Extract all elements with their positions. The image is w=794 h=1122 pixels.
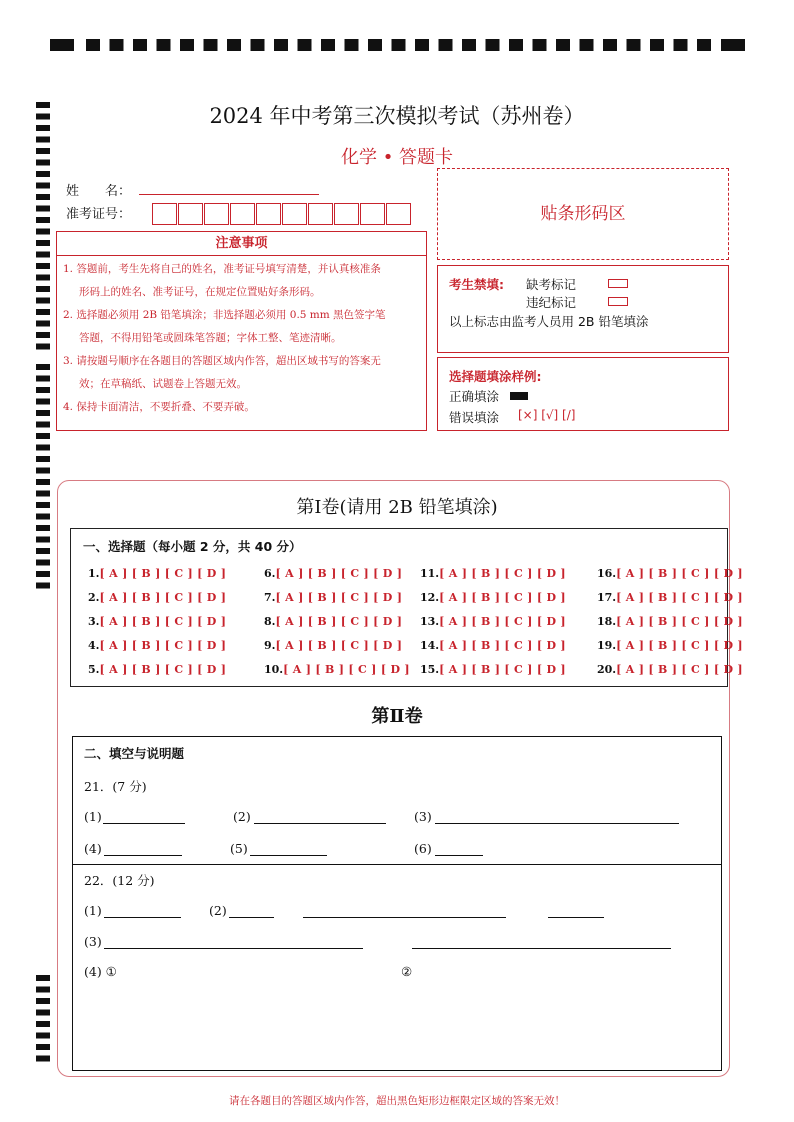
- timing-mark: [36, 309, 50, 315]
- mcq-number: 7.: [264, 591, 276, 604]
- q22-blank-2c[interactable]: [548, 917, 604, 918]
- timing-mark: [204, 39, 218, 51]
- name-field[interactable]: [139, 194, 319, 195]
- absent-mark-box[interactable]: [608, 279, 628, 288]
- timing-mark: [36, 571, 50, 577]
- timing-mark: [36, 1044, 50, 1050]
- part1-title: 第Ⅰ卷(请用 2B 铅笔填涂): [296, 497, 498, 518]
- timing-mark: [36, 987, 50, 993]
- q21-blank-2-label: (2): [233, 809, 251, 824]
- timing-mark: [36, 433, 50, 439]
- timing-mark: [36, 344, 50, 350]
- timing-mark: [321, 39, 335, 51]
- mcq-question[interactable]: [88, 591, 226, 604]
- mcq-number: 6.: [264, 567, 276, 580]
- mcq-options[interactable]: [ A ] [ B ] [ C ] [ D ]: [616, 639, 743, 652]
- notice-item-3b: 效；在草稿纸、试题卷上答题无效。: [79, 378, 247, 390]
- timing-mark: [36, 1056, 50, 1062]
- q22-label: 22．(12 分): [84, 873, 155, 888]
- q22-blank-3-label: (3): [84, 934, 102, 949]
- mcq-number: 4.: [88, 639, 100, 652]
- timing-mark: [36, 206, 50, 212]
- id-digit-box[interactable]: [230, 203, 255, 225]
- timing-mark: [36, 445, 50, 451]
- timing-mark: [36, 275, 50, 281]
- mcq-number: 17.: [597, 591, 617, 604]
- timing-mark: [36, 422, 50, 428]
- timing-mark: [36, 298, 50, 304]
- id-digit-box[interactable]: [204, 203, 229, 225]
- notice-item-4: 4. 保持卡面清洁，不要折叠、不要弄破。: [63, 401, 255, 413]
- mcq-options[interactable]: [ A ] [ B ] [ C ] [ D ]: [99, 615, 227, 628]
- mcq-question[interactable]: [420, 663, 566, 676]
- notice-item-1: 1. 答题前，考生先将自己的姓名，准考证号填写清楚，并认真核准条: [63, 263, 381, 275]
- mcq-options[interactable]: [ A ] [ B ] [ C ] [ D ]: [99, 663, 227, 676]
- timing-mark: [110, 39, 124, 51]
- mcq-number: 5.: [88, 663, 100, 676]
- timing-mark: [345, 39, 359, 51]
- mcq-options[interactable]: [ A ] [ B ] [ C ] [ D ]: [439, 615, 566, 628]
- mcq-question[interactable]: [88, 663, 226, 676]
- timing-mark: [36, 217, 50, 223]
- mcq-number: 13.: [420, 615, 440, 628]
- q21-blank-3-label: (3): [414, 809, 432, 824]
- violation-mark-box[interactable]: [608, 297, 628, 306]
- timing-mark: [462, 39, 476, 51]
- mcq-question[interactable]: [88, 639, 226, 652]
- notice-item-1b: 形码上的姓名、准考证号，在规定位置贴好条形码。: [79, 286, 321, 298]
- q21-blank-2[interactable]: [254, 823, 386, 824]
- id-digit-box[interactable]: [386, 203, 411, 225]
- timing-mark: [36, 1033, 50, 1039]
- timing-mark: [36, 548, 50, 554]
- mcq-number: 15.: [420, 663, 440, 676]
- mcq-options[interactable]: [ A ] [ B ] [ C ] [ D ]: [99, 639, 227, 652]
- timing-mark: [36, 263, 50, 269]
- timing-mark: [36, 252, 50, 258]
- timing-mark: [157, 39, 171, 51]
- mcq-options[interactable]: [ A ] [ B ] [ C ] [ D ]: [275, 567, 403, 580]
- timing-mark: [36, 321, 50, 327]
- mcq-options[interactable]: [ A ] [ B ] [ C ] [ D ]: [99, 591, 227, 604]
- id-label: 准考证号：: [66, 207, 132, 222]
- q21-blank-5[interactable]: [250, 855, 327, 856]
- mcq-options[interactable]: [ A ] [ B ] [ C ] [ D ]: [439, 567, 566, 580]
- correct-fill-label: 正确填涂: [449, 389, 500, 404]
- mcq-number: 3.: [88, 615, 100, 628]
- timing-mark: [36, 525, 50, 531]
- timing-mark: [415, 39, 429, 51]
- mcq-number: 10.: [264, 663, 284, 676]
- notice-item-2b: 答题，不得用铅笔或圆珠笔答题；字体工整、笔迹清晰。: [79, 332, 342, 344]
- timing-mark: [36, 998, 50, 1004]
- timing-mark: [36, 410, 50, 416]
- forbidden-note: 以上标志由监考人员用 2B 铅笔填涂: [449, 314, 649, 329]
- mcq-number: 2.: [88, 591, 100, 604]
- timing-mark: [36, 183, 50, 189]
- mcq-number: 9.: [264, 639, 276, 652]
- timing-mark: [627, 39, 641, 51]
- timing-mark: [36, 332, 50, 338]
- mcq-number: 14.: [420, 639, 440, 652]
- mcq-question[interactable]: [88, 567, 226, 580]
- timing-mark: [298, 39, 312, 51]
- left-timing-marks-bottom: [36, 975, 50, 1065]
- forbidden-label: 考生禁填:: [449, 277, 504, 292]
- mcq-question[interactable]: [264, 567, 402, 580]
- mcq-number: 12.: [420, 591, 440, 604]
- mcq-options[interactable]: [ A ] [ B ] [ C ] [ D ]: [439, 639, 566, 652]
- mcq-question[interactable]: [264, 639, 402, 652]
- q22-blank-4-label: (4) ①: [84, 964, 117, 979]
- timing-mark: [36, 560, 50, 566]
- q21-blank-1[interactable]: [103, 823, 185, 824]
- part2-title: 第Ⅱ卷: [371, 706, 423, 727]
- mcq-options[interactable]: [ A ] [ B ] [ C ] [ D ]: [439, 663, 566, 676]
- timing-mark: [36, 468, 50, 474]
- timing-mark: [36, 137, 50, 143]
- timing-mark: [227, 39, 241, 51]
- timing-mark: [580, 39, 594, 51]
- q22-blank-2[interactable]: [229, 917, 274, 918]
- q-divider: [72, 864, 722, 865]
- timing-mark: [603, 39, 617, 51]
- mcq-options[interactable]: [ A ] [ B ] [ C ] [ D ]: [275, 615, 403, 628]
- timing-mark: [439, 39, 453, 51]
- timing-mark: [36, 387, 50, 393]
- mcq-question[interactable]: [88, 615, 226, 628]
- timing-mark: [36, 229, 50, 235]
- fill-sample-box: [437, 357, 729, 431]
- timing-mark: [36, 286, 50, 292]
- timing-mark: [486, 39, 500, 51]
- mcq-options[interactable]: [ A ] [ B ] [ C ] [ D ]: [283, 663, 410, 676]
- timing-mark: [36, 240, 50, 246]
- part2-section-title: 二、填空与说明题: [84, 746, 185, 761]
- id-digit-box[interactable]: [360, 203, 385, 225]
- id-digit-box[interactable]: [178, 203, 203, 225]
- correct-fill-mark: [510, 392, 528, 400]
- timing-mark: [180, 39, 194, 51]
- timing-mark: [36, 537, 50, 543]
- q22-blank-3[interactable]: [104, 948, 363, 949]
- timing-mark: [86, 39, 100, 51]
- mcq-question[interactable]: [597, 615, 743, 628]
- footer-warning: 请在各题目的答题区域内作答，超出黑色矩形边框限定区域的答案无效！: [229, 1095, 565, 1107]
- name-label: 姓 名：: [66, 184, 132, 199]
- q21-blank-1-label: (1): [84, 809, 102, 824]
- mcq-number: 11.: [420, 567, 440, 580]
- q22-blank-1[interactable]: [104, 917, 181, 918]
- q22-blank-5-label: ②: [401, 964, 413, 979]
- mcq-question[interactable]: [597, 591, 743, 604]
- timing-mark: [133, 39, 147, 51]
- q22-blank-2-label: (2): [209, 903, 227, 918]
- timing-mark: [36, 171, 50, 177]
- mcq-number: 18.: [597, 615, 617, 628]
- mcq-options[interactable]: [ A ] [ B ] [ C ] [ D ]: [439, 591, 566, 604]
- exam-title: 2024 年中考第三次模拟考试（苏州卷）: [209, 104, 585, 128]
- mcq-number: 1.: [88, 567, 100, 580]
- wrong-fill-marks: [×] [√] [/]: [518, 408, 576, 422]
- barcode-area: 贴条形码区: [437, 168, 729, 260]
- timing-mark: [650, 39, 664, 51]
- mcq-question[interactable]: [264, 591, 402, 604]
- q22-blank-1-label: (1): [84, 903, 102, 918]
- q21-blank-4-label: (4): [84, 841, 102, 856]
- q22-blank-2b[interactable]: [303, 917, 506, 918]
- id-digit-box[interactable]: [334, 203, 359, 225]
- sample-title: 选择题填涂样例:: [449, 369, 542, 384]
- mcq-section-title: 一、选择题（每小题 2 分，共 40 分）: [83, 539, 302, 554]
- q21-label: 21．(7 分): [84, 779, 147, 794]
- mcq-number: 20.: [597, 663, 617, 676]
- timing-mark: [36, 1021, 50, 1027]
- mcq-question[interactable]: [597, 567, 743, 580]
- notice-item-3: 3. 请按题号顺序在各题目的答题区域内作答，超出区域书写的答案无: [63, 355, 381, 367]
- mcq-question[interactable]: [420, 567, 566, 580]
- timing-mark: [509, 39, 523, 51]
- mcq-number: 8.: [264, 615, 276, 628]
- mcq-question[interactable]: [420, 615, 566, 628]
- timing-mark: [36, 456, 50, 462]
- id-digit-box[interactable]: [152, 203, 177, 225]
- wrong-fill-label: 错误填涂: [449, 410, 500, 425]
- mcq-options[interactable]: [ A ] [ B ] [ C ] [ D ]: [99, 567, 227, 580]
- mcq-number: 19.: [597, 639, 617, 652]
- timing-mark: [674, 39, 688, 51]
- mcq-options[interactable]: [ A ] [ B ] [ C ] [ D ]: [616, 591, 743, 604]
- timing-mark: [36, 194, 50, 200]
- timing-mark: [36, 364, 50, 370]
- timing-mark: [36, 1010, 50, 1016]
- timing-mark: [36, 399, 50, 405]
- q21-blank-6[interactable]: [435, 855, 483, 856]
- id-digit-box[interactable]: [282, 203, 307, 225]
- forbidden-box: [437, 265, 729, 353]
- mcq-options[interactable]: [ A ] [ B ] [ C ] [ D ]: [275, 639, 403, 652]
- mcq-number: 16.: [597, 567, 617, 580]
- top-timing-marks: [50, 39, 745, 51]
- mcq-question[interactable]: [264, 663, 410, 676]
- notice-item-2: 2. 选择题必须用 2B 铅笔填涂；非选择题必须用 0.5 mm 黑色签字笔: [63, 309, 386, 321]
- mcq-question[interactable]: [420, 591, 566, 604]
- timing-mark: [556, 39, 570, 51]
- q22-blank-3b[interactable]: [412, 948, 671, 949]
- q21-blank-6-label: (6): [414, 841, 432, 856]
- id-digit-box[interactable]: [308, 203, 333, 225]
- timing-mark: [36, 376, 50, 382]
- mcq-question[interactable]: [597, 639, 743, 652]
- timing-mark: [697, 39, 711, 51]
- timing-mark: [36, 479, 50, 485]
- mcq-options[interactable]: [ A ] [ B ] [ C ] [ D ]: [616, 567, 743, 580]
- timing-mark: [36, 583, 50, 589]
- q22-answer-area[interactable]: [84, 984, 714, 1064]
- id-digit-box[interactable]: [256, 203, 281, 225]
- timing-mark: [533, 39, 547, 51]
- exam-subtitle: 化学 • 答题卡: [340, 147, 454, 168]
- notice-box: [56, 231, 427, 431]
- timing-mark: [392, 39, 406, 51]
- notice-title: 注意事项: [57, 232, 426, 256]
- q21-blank-4[interactable]: [104, 855, 182, 856]
- absent-mark-label: 缺考标记: [526, 277, 577, 292]
- timing-mark: [274, 39, 288, 51]
- mcq-question[interactable]: [597, 663, 743, 676]
- mcq-options[interactable]: [ A ] [ B ] [ C ] [ D ]: [616, 615, 743, 628]
- violation-mark-label: 违纪标记: [526, 295, 577, 310]
- mcq-question[interactable]: [420, 639, 566, 652]
- q21-blank-5-label: (5): [230, 841, 248, 856]
- timing-mark: [368, 39, 382, 51]
- mcq-options[interactable]: [ A ] [ B ] [ C ] [ D ]: [616, 663, 743, 676]
- left-timing-marks-top: [36, 102, 50, 602]
- timing-mark: [36, 975, 50, 981]
- mcq-options[interactable]: [ A ] [ B ] [ C ] [ D ]: [275, 591, 403, 604]
- timing-mark: [251, 39, 265, 51]
- mcq-question[interactable]: [264, 615, 402, 628]
- q21-blank-3[interactable]: [435, 823, 679, 824]
